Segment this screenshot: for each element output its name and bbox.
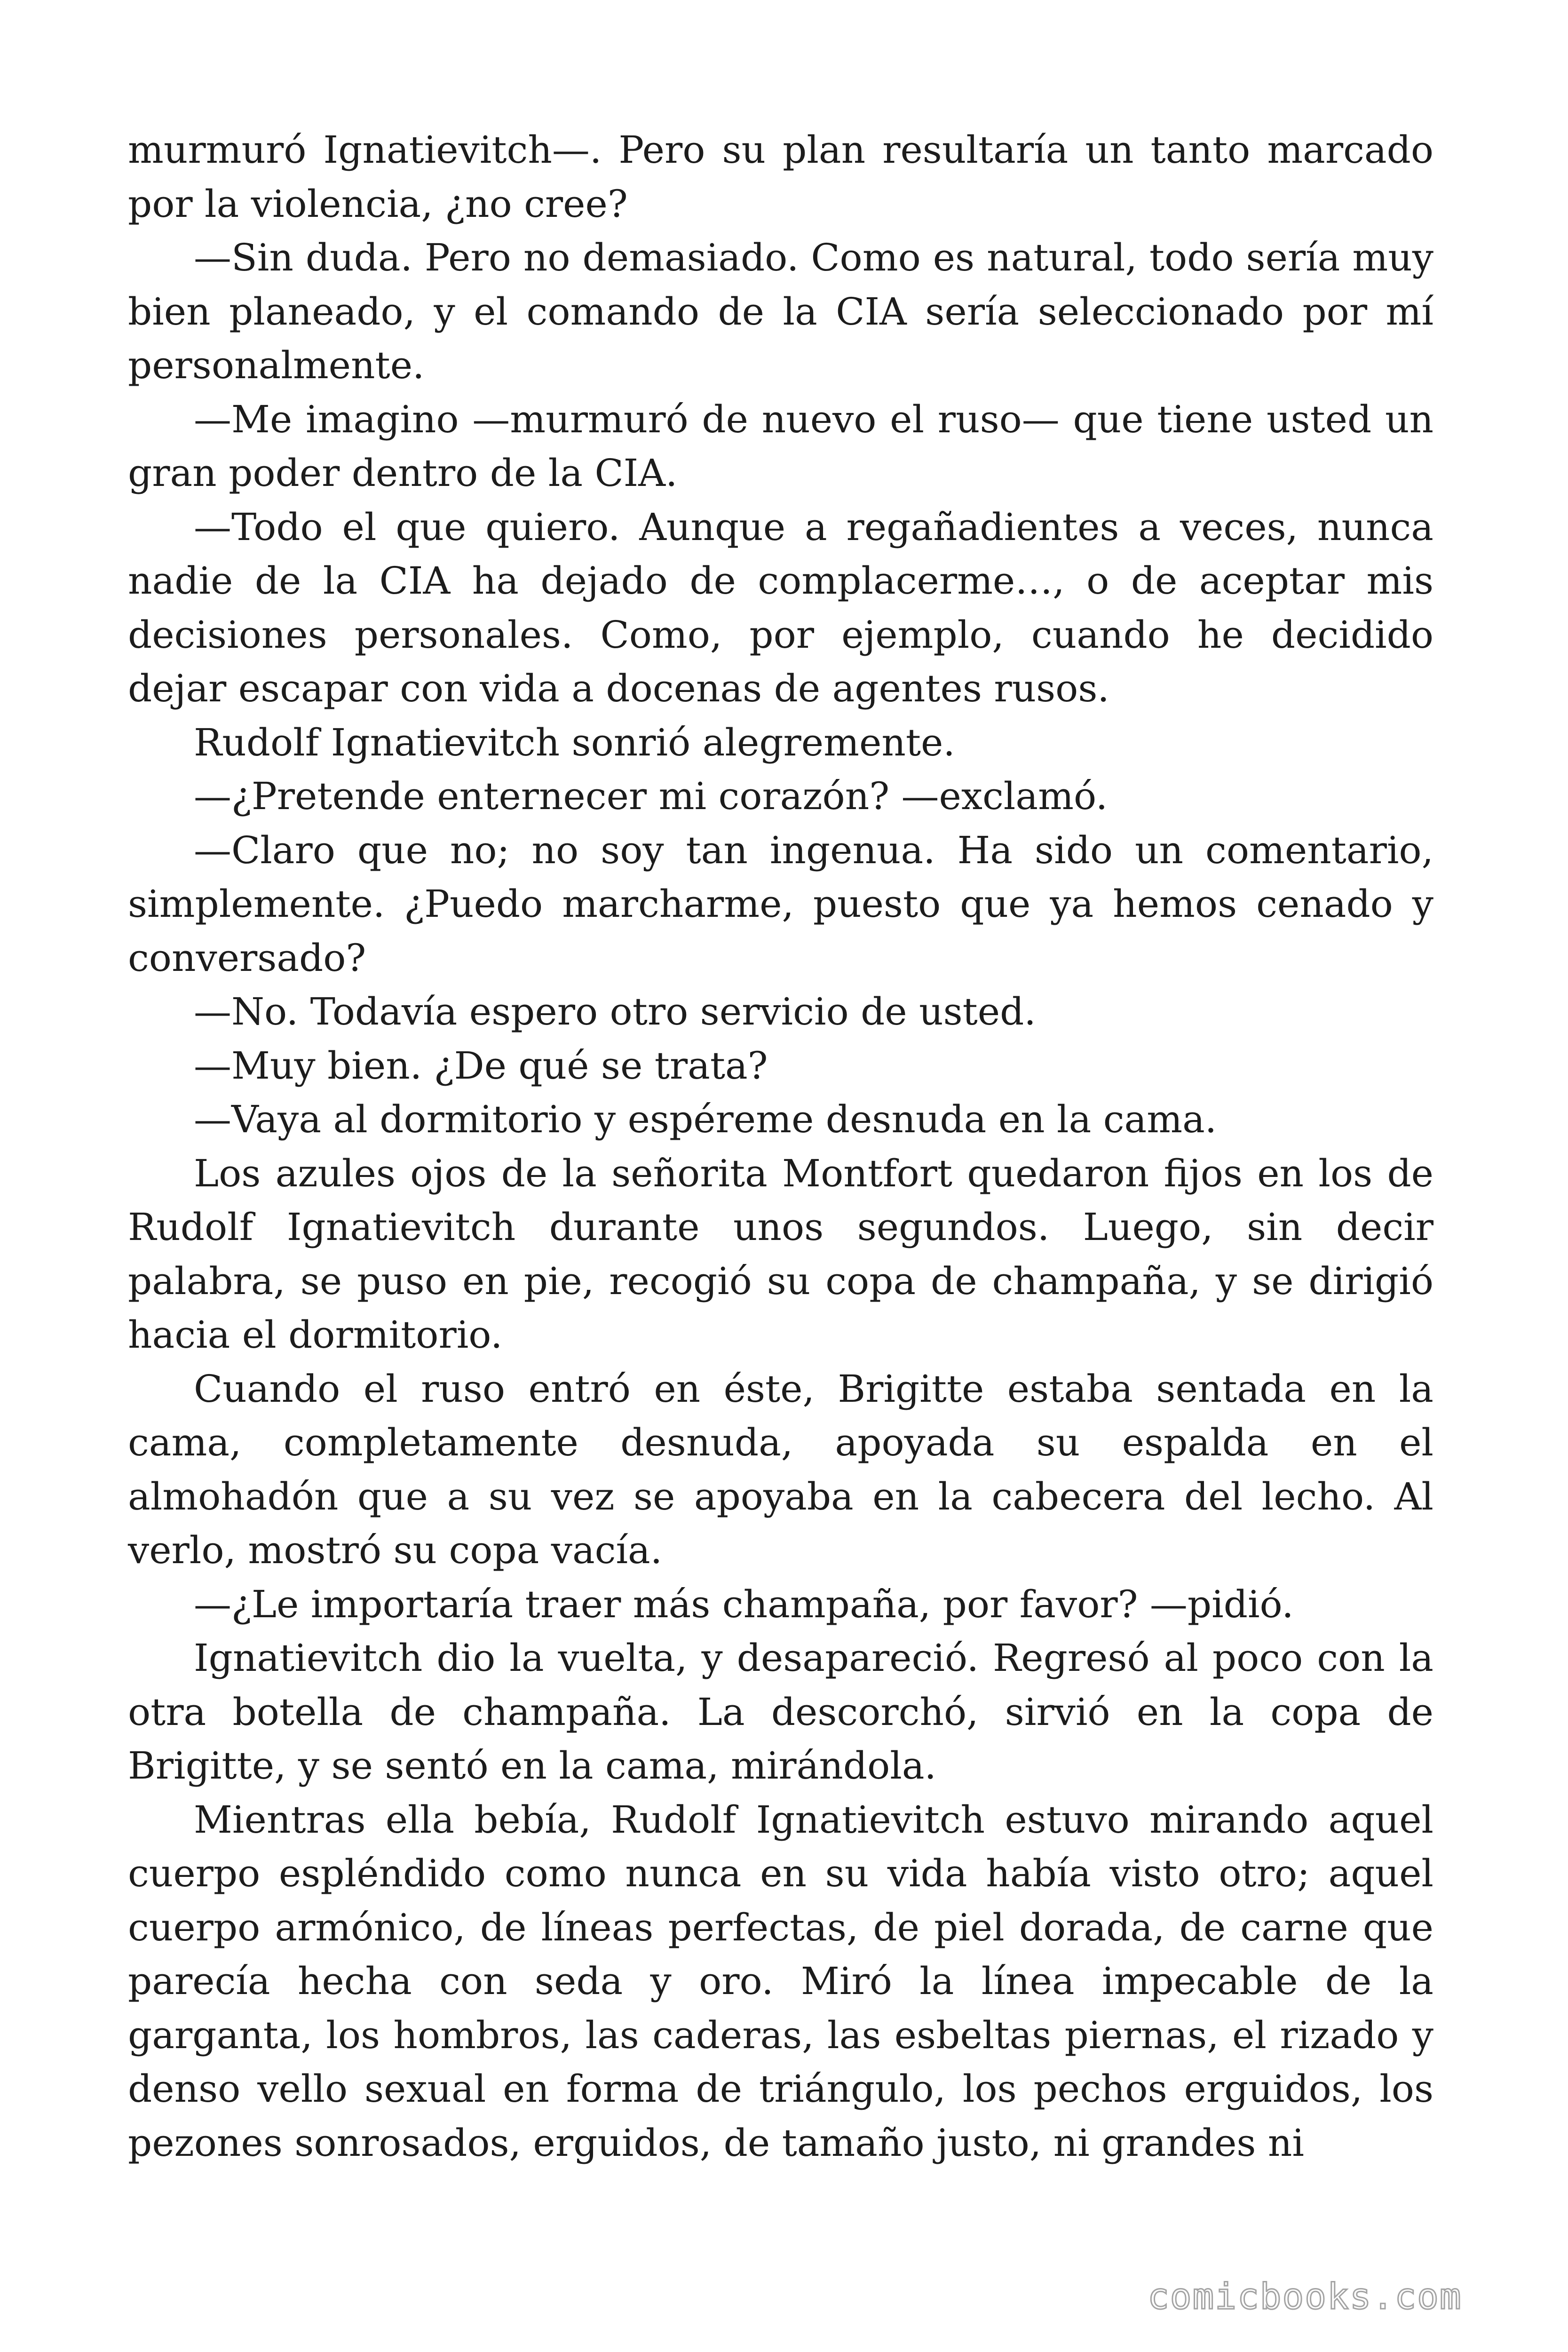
paragraph-13: —¿Le importaría traer más champaña, por favor? —pidió. bbox=[194, 1582, 1294, 1626]
paragraph-12: Cuando el ruso entró en éste, Brigitte estaba sentada en la cama, completamente desnuda, apoyada su espalda en el almohadón que a su vez se apoyaba en la cabecera del lecho. Al verlo, mostró su copa vacía. bbox=[128, 1367, 1433, 1572]
watermark: comicbooks.com bbox=[1148, 2275, 1462, 2317]
paragraph-3: —Me imagino —murmuró de nuevo el ruso— que tiene usted un gran poder dentro de la CIA. bbox=[128, 397, 1433, 495]
paragraph-14: Ignatievitch dio la vuelta, y desapareció. Regresó al poco con la otra botella de champaña. La descorchó, sirvió en la copa de Brigitte, y se sentó en la cama, mirándola. bbox=[128, 1636, 1433, 1788]
paragraph-8: —No. Todavía espero otro servicio de usted. bbox=[194, 990, 1036, 1033]
paragraph-11: Los azules ojos de la señorita Montfort quedaron fijos en los de Rudolf Ignatievitch durante unos segundos. Luego, sin decir palabra, se puso en pie, recogió su copa de champaña, y se dirigió hacia el dormitorio. bbox=[128, 1151, 1433, 1357]
paragraph-15: Mientras ella bebía, Rudolf Ignatievitch estuvo mirando aquel cuerpo espléndido como nunca en su vida había visto otro; aquel cuerpo armónico, de líneas perfectas, de piel dorada, de carne que parecía hecha con seda y oro. Miró la línea impecable de la garganta, los hombros, las caderas, las esbeltas piernas, el rizado y denso vello sexual en forma de triángulo, los pechos erguidos, los pezones sonrosados, erguidos, de tamaño justo, ni grandes ni bbox=[128, 1797, 1433, 2165]
body-text bbox=[128, 123, 1433, 2170]
paragraph-10: —Vaya al dormitorio y espéreme desnuda en la cama. bbox=[194, 1097, 1217, 1141]
paragraph-5: Rudolf Ignatievitch sonrió alegremente. bbox=[194, 720, 955, 764]
paragraph-4: —Todo el que quiero. Aunque a regañadientes a veces, nunca nadie de la CIA ha dejado de complacerme…, o de aceptar mis decisiones personales. Como, por ejemplo, cuando he decidido dejar escapar con vida a docenas de agentes rusos. bbox=[128, 505, 1433, 710]
paragraph-1: murmuró Ignatievitch—. Pero su plan resultaría un tanto marcado por la violencia, ¿no cree? bbox=[128, 128, 1433, 226]
paragraph-6: —¿Pretende enternecer mi corazón? —exclamó. bbox=[194, 774, 1108, 818]
paragraph-9: —Muy bien. ¿De qué se trata? bbox=[194, 1043, 768, 1088]
paragraph-2: —Sin duda. Pero no demasiado. Como es natural, todo sería muy bien planeado, y el comando de la CIA sería seleccionado por mí personalmente. bbox=[128, 236, 1433, 387]
paragraph-7: —Claro que no; no soy tan ingenua. Ha sido un comentario, simplemente. ¿Puedo marcharme, puesto que ya hemos cenado y conversado? bbox=[128, 828, 1433, 980]
